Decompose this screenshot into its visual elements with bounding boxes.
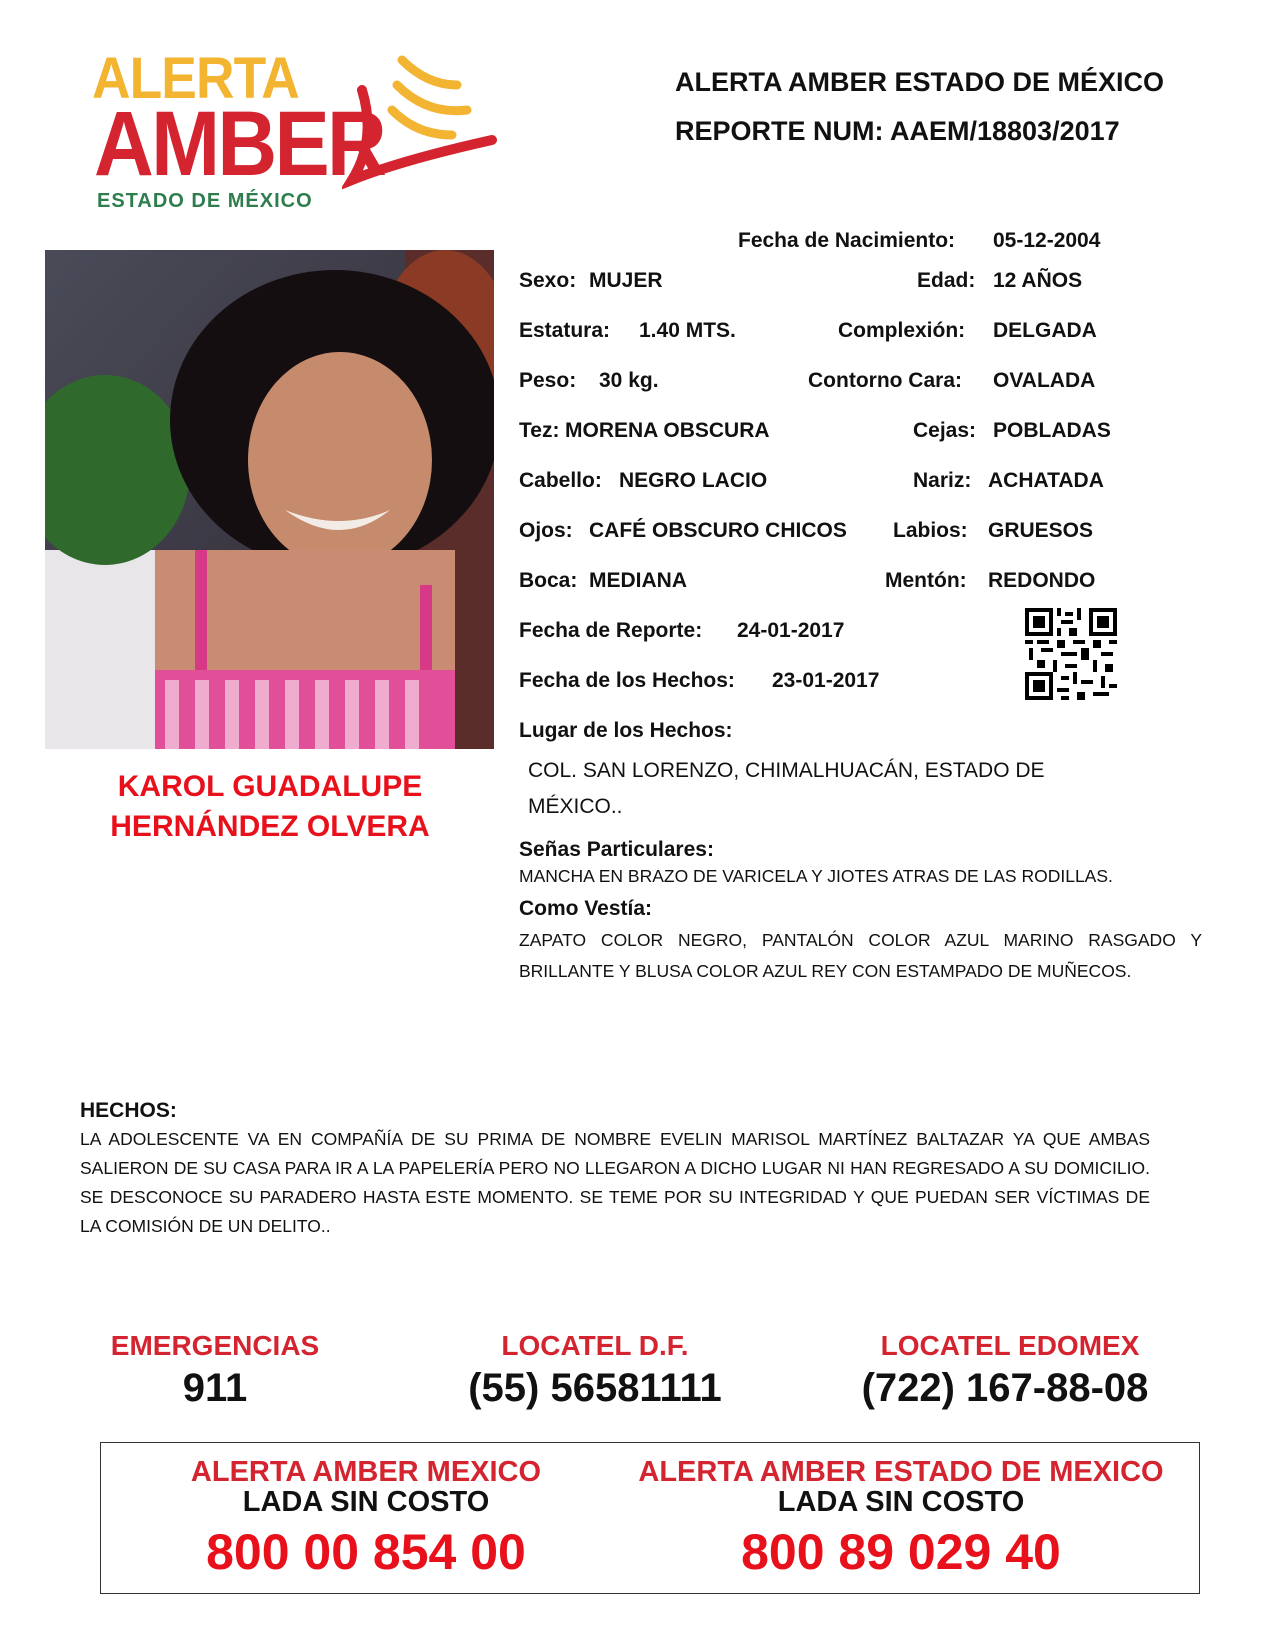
hair-value: NEGRO LACIO [619,469,768,492]
clothes-value: ZAPATO COLOR NEGRO, PANTALÓN COLOR AZUL MARINO RASGADO Y BRILLANTE Y BLUSA COLOR AZUL REY CON ESTAMPADO DE MUÑECOS. [519,930,1202,981]
sex-value: MUJER [589,269,663,292]
tollfree-mexico-title: ALERTA AMBER MEXICO [190,1456,542,1488]
facts-label: HECHOS: [80,1099,177,1122]
event-date-value: 23-01-2017 [772,669,880,692]
contact-locatel-df-number[interactable]: (55) 56581111 [468,1366,722,1410]
signal-waves-icon [342,50,512,190]
age-value: 12 AÑOS [993,269,1083,292]
toll-free-box [100,1442,1200,1594]
tollfree-mexico-sub: LADA SIN COSTO [242,1486,490,1518]
contact-emergencias-label: EMERGENCIAS [110,1330,320,1361]
tollfree-edomex-number[interactable]: 800 89 029 40 [741,1524,1061,1580]
chin-value: REDONDO [988,569,1096,592]
mouth-value: MEDIANA [589,569,687,592]
alerta-amber-logo [92,46,432,212]
report-date-value: 24-01-2017 [737,619,845,642]
mouth-label: Boca: [519,569,578,592]
tollfree-edomex-sub: LADA SIN COSTO [777,1486,1025,1518]
facts-text: LA ADOLESCENTE VA EN COMPAÑÍA DE SU PRIMA DE NOMBRE EVELIN MARISOL MARTÍNEZ BALTAZAR YA QUE AMBAS SALIERON DE SU CASA PARA IR A LA PAPELERÍA PERO NO LLEGARON A DICHO LUGAR NI HAN REGRESADO A SU DOMICILIO. SE DESCONOCE SU PARADERO HASTA ESTE MOMENTO. SE TEME POR SU INTEGRIDAD Y QUE PUEDAN SER VÍCTIMAS DE LA COMISIÓN DE UN DELITO.. [80,1129,1150,1236]
face-label: Contorno Cara: [808,369,962,392]
height-label: Estatura: [519,319,611,342]
nose-value: ACHATADA [988,469,1104,492]
person-name-line1: KAROL GUADALUPE [117,770,423,803]
brows-label: Cejas: [913,419,977,442]
eyes-value: CAFÉ OBSCURO CHICOS [589,519,847,542]
contact-emergencias-number[interactable]: 911 [182,1366,248,1410]
lips-label: Labios: [893,519,968,542]
logo-estado-text: ESTADO DE MÉXICO [97,190,313,212]
build-value: DELGADA [993,319,1097,342]
tollfree-edomex-title: ALERTA AMBER ESTADO DE MEXICO [638,1456,1164,1488]
place-label: Lugar de los Hechos: [519,719,733,742]
person-name-line2: HERNÁNDEZ OLVERA [110,810,430,843]
event-date-label: Fecha de los Hechos: [519,669,735,692]
eyes-label: Ojos: [519,519,573,542]
lips-value: GRUESOS [988,519,1094,542]
contact-locatel-df-label: LOCATEL D.F. [501,1330,689,1361]
age-label: Edad: [917,269,976,292]
chin-label: Mentón: [885,569,967,592]
face-value: OVALADA [993,369,1096,392]
place-value: COL. SAN LORENZO, CHIMALHUACÁN, ESTADO DE MÉXICO.. [528,759,1045,818]
report-date-label: Fecha de Reporte: [519,619,703,642]
height-value: 1.40 MTS. [639,319,736,342]
hair-label: Cabello: [519,469,602,492]
header-title: ALERTA AMBER ESTADO DE MÉXICO [675,67,1165,97]
qr-code-icon[interactable] [1025,608,1117,700]
contact-locatel-edomex-label: LOCATEL EDOMEX [880,1330,1140,1361]
nose-label: Nariz: [913,469,972,492]
contact-locatel-edomex-number[interactable]: (722) 167-88-08 [861,1366,1149,1410]
tollfree-mexico-number[interactable]: 800 00 854 00 [206,1524,526,1580]
marks-value: MANCHA EN BRAZO DE VARICELA Y JIOTES ATRAS DE LAS RODILLAS. [519,866,1113,886]
skin-value: MORENA OBSCURA [565,419,770,442]
brows-value: POBLADAS [993,419,1111,442]
marks-label: Señas Particulares: [519,838,714,861]
birth-label: Fecha de Nacimiento: [738,229,956,252]
sex-label: Sexo: [519,269,577,292]
weight-label: Peso: [519,369,577,392]
missing-person-photo [45,250,494,749]
logo-amber-text: AMBER [94,93,385,195]
logo-alerta-text: ALERTA [92,46,299,111]
build-label: Complexión: [838,319,966,342]
weight-value: 30 kg. [599,369,659,392]
report-number: REPORTE NUM: AAEM/18803/2017 [675,116,1120,146]
birth-value: 05-12-2004 [993,229,1101,252]
clothes-label: Como Vestía: [519,897,653,920]
skin-label: Tez: [519,419,560,442]
